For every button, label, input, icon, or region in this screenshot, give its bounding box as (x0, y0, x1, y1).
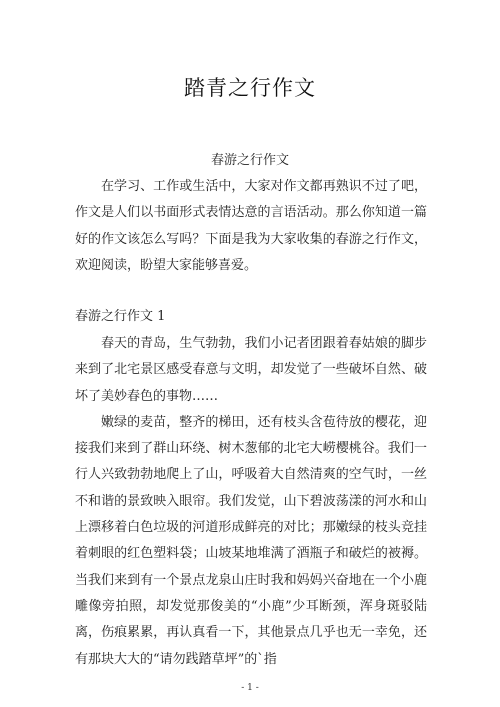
essay-body (75, 331, 427, 673)
body-paragraph-2: 嫩绿的麦苗，整齐的梯田，还有枝头含苞待放的樱花，迎接我们来到了群山环绕、树木葱郁的北宅大崂樱桃谷。我们一行人兴致勃勃地爬上了山，呼吸着大自然清爽的空气时，一丝不和谐的景致映入眼帘。我们发觉，山下碧波荡漾的河水和山上漂移着白色垃圾的河道形成鲜亮的对比；那嫩绿的枝头竞挂着刺眼的红色塑料袋；山坡某地堆满了酒瓶子和破烂的被褥。当我们来到有一个景点龙泉山庄时我和妈妈兴奋地在一个小鹿雕像旁拍照，却发觉那俊美的“小鹿”少耳断颈，浑身斑驳陆离，伤痕累累，再认真看一下，其他景点几乎也无一幸免，还有那块大大的“请勿践踏草坪”的`指 (75, 414, 427, 667)
body-paragraph-1: 春天的青岛，生气勃勃，我们小记者团跟着春姑娘的脚步来到了北宅景区感受春意与文明，却发觉了一些破坏自然、破坏了美妙春色的事物…… (75, 336, 427, 404)
intro-paragraph: 在学习、工作或生活中，大家对作文都再熟识不过了吧，作文是人们以书面形式表情达意的言语活动。那么你知道一篇好的作文该怎么写吗？下面是我为大家收集的春游之行作文，欢迎阅读，盼望大家能够喜爱。 (75, 179, 427, 273)
section-heading: 春游之行作文 1 (75, 309, 166, 324)
document-subtitle: 春游之行作文 (210, 153, 289, 168)
page-number: - 1 - (241, 683, 259, 693)
intro-section (75, 174, 427, 279)
document-title: 踏青之行作文 (184, 76, 316, 100)
